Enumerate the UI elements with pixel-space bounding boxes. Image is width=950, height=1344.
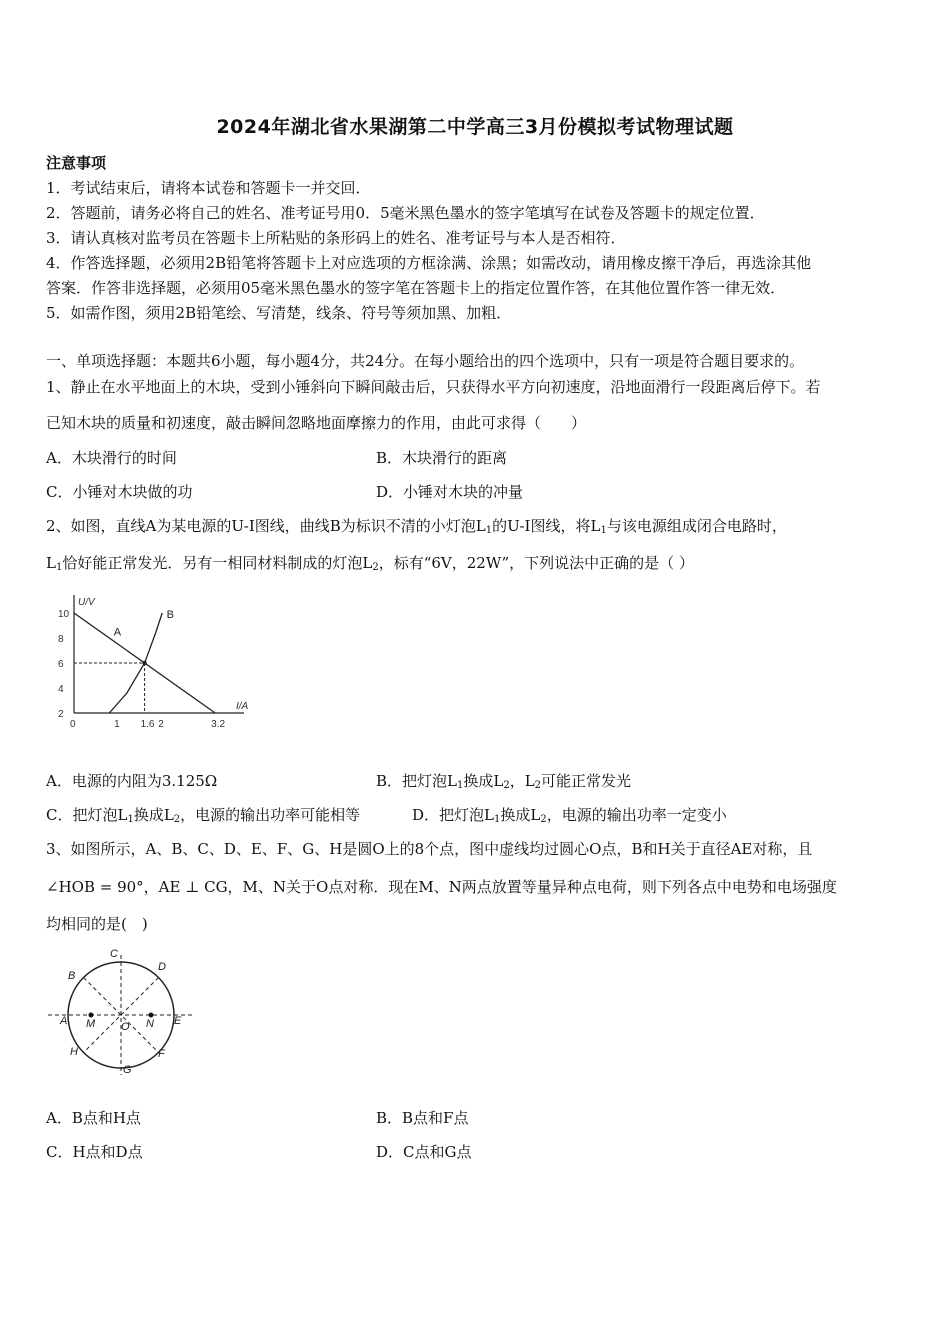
q3-stem-line2: ∠HOB = 90°，AE ⊥ CG，M、N关于O点对称．现在M、N两点放置等量异种点电荷，则下列各点中电势和电场强度 (46, 878, 837, 896)
x-tick-label: 2 (158, 719, 164, 730)
x-tick-label: 1 (114, 719, 120, 730)
y-tick-label: 10 (58, 609, 70, 620)
q2-option-d: D．把灯泡$L_1$换成$L_2$，电源的输出功率一定变小 (412, 806, 727, 825)
x-tick-label: 3.2 (211, 719, 226, 730)
curve-b-label: B (166, 609, 174, 621)
label-c: C (110, 948, 118, 960)
q1-option-d: D．小锤对木块的冲量 (376, 483, 524, 501)
line-a-label: A (113, 626, 122, 639)
q3-stem-line3: 均相同的是( ) (46, 915, 148, 933)
x-axis-label: I/A (236, 701, 249, 712)
page-title: 2024年湖北省水果湖第二中学高三3月份模拟考试物理试题 (216, 116, 734, 138)
q3-stem-line1: 3、如图所示，A、B、C、D、E、F、G、H是圆O上的8个点，图中虚线均过圆心O点，B和H关于直径AE对称，且 (46, 840, 813, 858)
label-m: M (86, 1018, 96, 1030)
q1-option-a: A．木块滑行的时间 (46, 449, 177, 467)
notice-item: 5．如需作图，须用2B铅笔绘、写清楚，线条、符号等须加黑、加粗． (46, 304, 512, 322)
circle-diagram (46, 945, 206, 1080)
label-h: H (70, 1046, 78, 1058)
q3-option-d: D．C点和G点 (376, 1143, 472, 1161)
q2-stem-line1: 2、如图，直线A为某电源的U-I图线，曲线B为标识不清的小灯泡$L_1$的U-I图线，将$L_1$与该电源组成闭合电路时， (46, 517, 787, 536)
q1-option-b: B．木块滑行的距离 (376, 449, 508, 467)
x-tick-label: 1.6 (140, 719, 155, 730)
y-tick-label: 8 (58, 634, 64, 645)
q2-option-b: B．把灯泡$L_1$换成$L_2$，$L_2$可能正常发光 (376, 772, 632, 791)
y-tick-label: 4 (58, 684, 64, 695)
y-tick-label: 6 (58, 659, 64, 670)
notice-item: 4．作答选择题，必须用2B铅笔将答题卡上对应选项的方框涂满、涂黑；如需改动，请用橡皮擦干净后，再选涂其他 (46, 254, 812, 272)
label-f: F (158, 1048, 165, 1060)
label-o: O (121, 1021, 130, 1033)
label-a: A (60, 1015, 68, 1027)
section-heading: 一、单项选择题：本题共6小题，每小题4分，共24分。在每小题给出的四个选项中，只有一项是符合题目要求的。 (46, 352, 805, 370)
notice-item: 答案．作答非选择题，必须用05毫米黑色墨水的签字笔在答题卡上的指定位置作答，在其他位置作答一律无效． (46, 279, 786, 297)
x-tick-label: 0 (70, 719, 76, 730)
q1-stem-line1: 1、静止在水平地面上的木块，受到小锤斜向下瞬间敲击后，只获得水平方向初速度，沿地面滑行一段距离后停下。若 (46, 378, 821, 396)
notice-item: 1．考试结束后，请将本试卷和答题卡一并交回． (46, 179, 371, 197)
label-b: B (68, 970, 76, 982)
y-axis-label: U/V (78, 597, 95, 608)
label-g: G (123, 1064, 132, 1076)
q3-option-c: C．H点和D点 (46, 1143, 143, 1161)
notice-item: 3．请认真核对监考员在答题卡上所粘贴的条形码上的姓名、准考证号与本人是否相符． (46, 229, 626, 247)
ui-graph (46, 585, 256, 735)
notice-item: 2．答题前，请务必将自己的姓名、准考证号用0．5毫米黑色墨水的签字笔填写在试卷及答题卡的规定位置． (46, 204, 765, 222)
q3-option-a: A．B点和H点 (46, 1109, 141, 1127)
intersection-point (142, 661, 146, 665)
label-e: E (174, 1015, 182, 1027)
label-n: N (146, 1018, 154, 1030)
q1-option-c: C．小锤对木块做的功 (46, 483, 193, 501)
q2-stem-line2: $L_1$恰好能正常发光．另有一相同材料制成的灯泡$L_2$，标有“6V，22W”，下列说法中正确的是（ ） (46, 554, 694, 573)
charge-m (89, 1013, 94, 1018)
q2-option-a: A．电源的内阻为3.125Ω (46, 772, 218, 790)
q3-option-b: B．B点和F点 (376, 1109, 469, 1127)
label-d: D (158, 961, 166, 973)
q1-stem-line2: 已知木块的质量和初速度，敲击瞬间忽略地面摩擦力的作用，由此可求得（ ） (46, 414, 587, 432)
y-tick-label: 2 (58, 709, 64, 720)
q2-option-c: C．把灯泡$L_1$换成$L_2$，电源的输出功率可能相等 (46, 806, 361, 825)
charge-n (149, 1013, 154, 1018)
notice-heading: 注意事项 (46, 154, 107, 172)
